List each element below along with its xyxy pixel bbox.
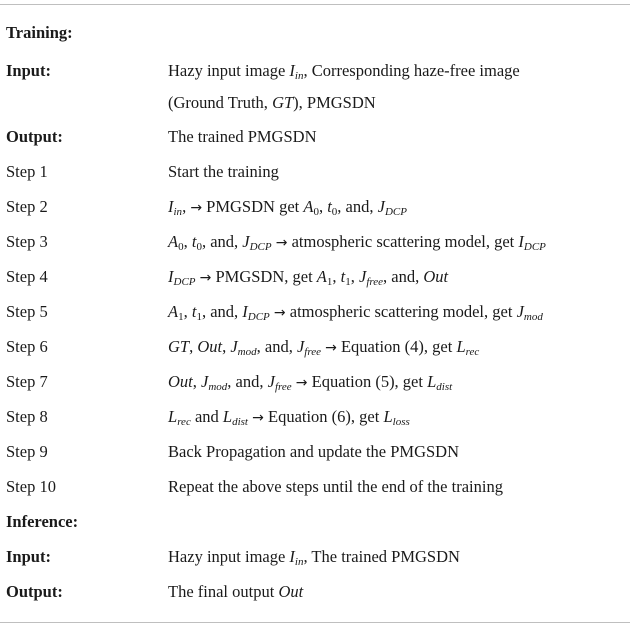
- training-input-value: Hazy input image $I_{in}$, Corresponding haze-free image: [168, 61, 520, 82]
- step-7-label: Step 7: [6, 372, 48, 391]
- inference-output-value: The final output Out: [168, 582, 304, 601]
- inference-heading: Inference:: [6, 512, 79, 531]
- inference-input-value: Hazy input image $I_{in}$, The trained PMGSDN: [168, 547, 460, 568]
- step-3-label: Step 3: [6, 232, 48, 251]
- training-output-value: The trained PMGSDN: [168, 127, 317, 146]
- inference-output-label: Output:: [6, 582, 63, 601]
- step-5-text: $A_1$, $t_1$, and, $I_{DCP}$ → atmospheric scattering model, get $J_{mod}$: [168, 302, 543, 323]
- output-label: Output:: [6, 127, 63, 146]
- inference-input-label: Input:: [6, 547, 51, 566]
- step-8-text: $L_{rec}$ and $L_{dist}$ → Equation (6), get $L_{loss}$: [168, 407, 410, 428]
- step-10-label: Step 10: [6, 477, 56, 496]
- step-9-label: Step 9: [6, 442, 48, 461]
- training-heading: Training:: [6, 23, 73, 42]
- bottom-rule: [0, 622, 630, 623]
- step-9-text: Back Propagation and update the PMGSDN: [168, 442, 459, 461]
- step-3-text: $A_0$, $t_0$, and, $J_{DCP}$ → atmospheric scattering model, get $I_{DCP}$: [168, 232, 546, 253]
- step-5-label: Step 5: [6, 302, 48, 321]
- step-10-text: Repeat the above steps until the end of the training: [168, 477, 503, 496]
- top-rule: [0, 4, 630, 5]
- input-label: Input:: [6, 61, 51, 80]
- step-2-label: Step 2: [6, 197, 48, 216]
- step-6-text: GT, Out, $J_{mod}$, and, $J_{free}$ → Equation (4), get $L_{rec}$: [168, 337, 480, 358]
- step-6-label: Step 6: [6, 337, 48, 356]
- step-1-text: Start the training: [168, 162, 279, 181]
- step-1-label: Step 1: [6, 162, 48, 181]
- training-input-value-cont: (Ground Truth, GT), PMGSDN: [168, 93, 376, 112]
- step-4-label: Step 4: [6, 267, 48, 286]
- step-7-text: Out, $J_{mod}$, and, $J_{free}$ → Equation (5), get $L_{dist}$: [168, 372, 453, 393]
- step-8-label: Step 8: [6, 407, 48, 426]
- step-2-text: $I_{in}$, → PMGSDN get $A_0$, $t_0$, and, $J_{DCP}$: [168, 197, 407, 218]
- step-4-text: $I_{DCP}$ → PMGSDN, get $A_1$, $t_1$, $J_{free}$, and, Out: [168, 267, 449, 288]
